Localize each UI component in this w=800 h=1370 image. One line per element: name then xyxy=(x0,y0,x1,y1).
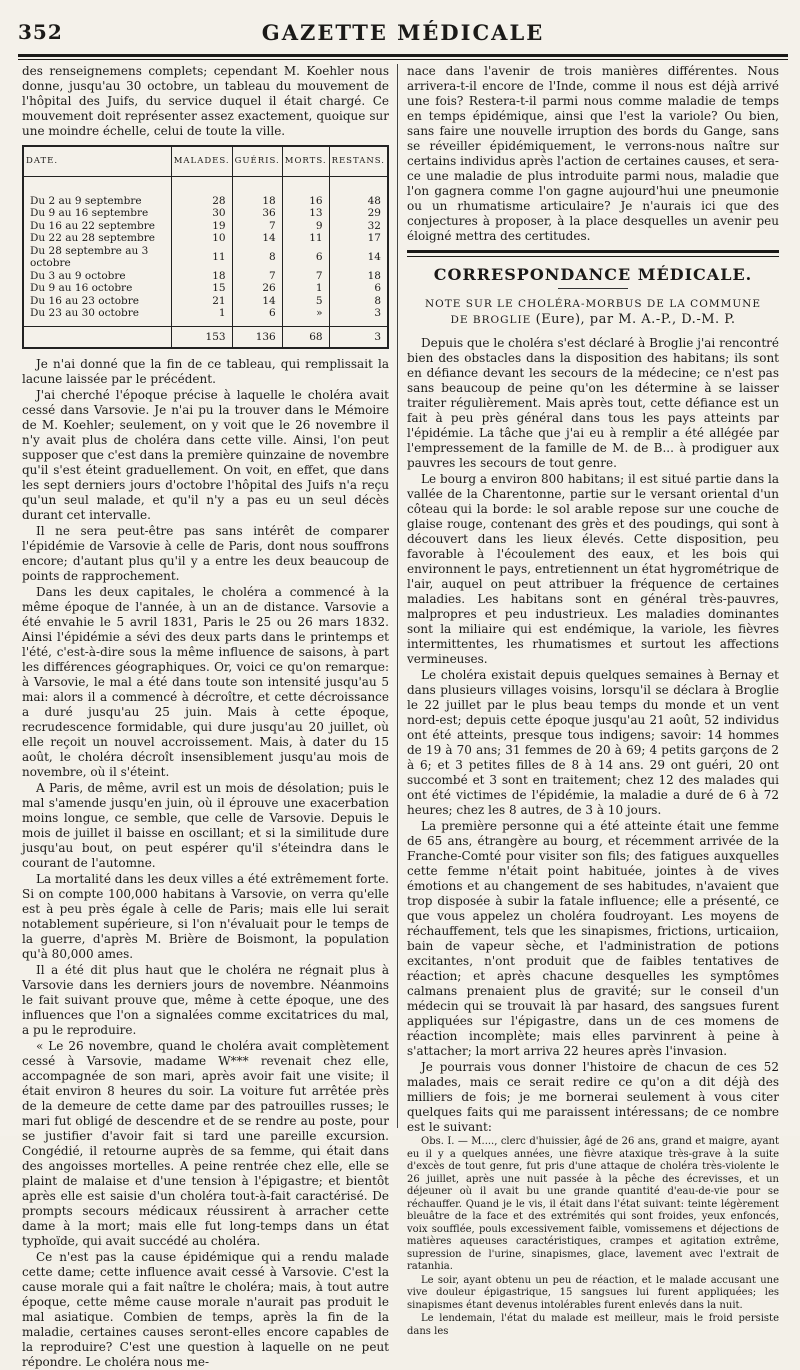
right-paragraph: Je pourrais vous donner l'histoire de chacun de ces 52 malades, mais ce serait redire ce qu'on a dit déjà des milliers de fois; je me bornerai seulement à vous citer quelques faits qui me paraissent intéressans; de ce nombre est le suivant: xyxy=(407,1060,779,1134)
note-title xyxy=(415,297,771,328)
section-rule-thin xyxy=(407,256,779,257)
table-row xyxy=(24,282,387,295)
left-paragraph: Ce n'est pas la cause épidémique qui a rendu malade cette dame; cette influence avait cessé à Varsovie. C'est la cause morale qui a fait naître le choléra; mais, à tout autre époque, cette même cause morale n'aurait pas produit le mal asiatique. Combien de temps, après la fin de la maladie, certaines causes seront-elles encore capables de la reproduire? C'est une question à laquelle on ne peut répondre. Le choléra nous me- xyxy=(22,1250,389,1369)
row-restans: 48 xyxy=(329,176,387,207)
row-gueris: 14 xyxy=(232,295,282,308)
col-header-morts: MORTS. xyxy=(282,147,329,176)
section-title-rule xyxy=(558,288,628,289)
right-continuation-paragraph: nace dans l'avenir de trois manières différentes. Nous arrivera-t-il encore de l'Inde, comme il nous est déjà arrivé une fois? Restera-t-il parmi nous comme maladie de temps en temps épidémique, ainsi que l'est la variole? Ou bien, sans faire une nouvelle irruption des bords du Gange, sans se réveiller épidémiquement, le verrons-nous naître sur certains individus après l'action de certaines causes, et sera-ce une maladie de plus introduite parmi nous, maladie que l'on gagnera comme l'on gagne aujourd'hui une pneumonie ou un rhumatisme articulaire? Je n'aurais ici que des conjectures à proposer, à la place desquelles un avenir peu éloigné mettra des certitudes. xyxy=(407,64,779,243)
section-rule xyxy=(407,250,779,253)
row-date: Du 9 au 16 octobre xyxy=(30,282,133,294)
table-row xyxy=(24,295,387,308)
row-date: Du 28 septembre au 3 octobre xyxy=(30,244,149,269)
row-malades: 11 xyxy=(171,245,232,270)
header-rule xyxy=(18,54,788,57)
right-paragraph: Depuis que le choléra s'est déclaré à Broglie j'ai rencontré bien des obstacles dans la disposition des habitans; ils sont en défiance devant les secours de la médecine; ce n'est pas sans beaucoup de peine qu'on les détermine à se laisser traiter régulièrement. Mais après tout, cette défiance est un fait à peu près général dans tous les pays atteints par l'épidémie. La tâche que j'ai eu à remplir a été allégée par l'empressement de la famille de M. de B... à prodiguer aux pauvres les secours de tout genre. xyxy=(407,336,779,470)
row-gueris: 7 xyxy=(232,270,282,283)
table-row xyxy=(24,207,387,220)
row-restans: 18 xyxy=(329,270,387,283)
row-gueris: 18 xyxy=(232,176,282,207)
column-divider xyxy=(397,64,398,1128)
observation-paragraph: Obs. I. — M...., clerc d'huissier, âgé de 26 ans, grand et maigre, ayant eu il y a quelques années, une fièvre ataxique très-grave à la suite d'excès de tout genre, fut pris d'une attaque de choléra très-violente le 26 juillet, après une nuit passée à la pêche des écrevisses, et un déjeuner où il avait bu une grande quantité d'eau-de-vie pour se réchauffer. Quand je le vis, il était dans l'état suivant: teinte légèrement bleuâtre de la face et des extrémités qui sont froides, yeux enfoncés, voix soufflée, pouls excessivement faible, vomissemens et déjections de matières aqueuses caractéristiques, crampes et agitation extrême, supression de l'urine, sinapismes, glace, lavement avec l'extrait de ratanhia. xyxy=(407,1136,779,1272)
col-header-restans: RESTANS. xyxy=(329,147,387,176)
row-gueris: 7 xyxy=(232,220,282,233)
table-row xyxy=(24,220,387,233)
left-paragraph: A Paris, de même, avril est un mois de désolation; puis le mal s'amende jusqu'en juin, où il éprouve une exacerbation moins longue, ce semble, que celle de Varsovie. Depuis le mois de juillet il baisse en oscillant; et si la similitude dure jusqu'au bout, on peut espérer qu'il s'éteindra dans le courant de l'automne. xyxy=(22,781,389,870)
row-date: Du 16 au 22 septembre xyxy=(30,219,155,232)
note-title-line-1: NOTE SUR LE CHOLÉRA-MORBUS DE LA COMMUNE DE BROGLIE xyxy=(424,298,762,326)
right-paragraph: Le bourg a environ 800 habitans; il est situé partie dans la vallée de la Charentonne, partie sur le versant oriental d'un côteau qui la borde: le sol arable repose sur une couche de glaise rouge, contenant des grès et des poudings, qui sont à découvert dans les lieux élevés. Cette disposition, peu favorable à l'écoulement des eaux, et les bois qui environnent le pays, entretiennent un état hygrométrique de l'air, auquel on peut attribuer la fréquence de certaines maladies. Les habitans sont en général très-pauvres, malpropres et peu industrieux. Les maladies dominantes sont la miliaire qui est endémique, la variole, les fièvres intermittentes, les rhumatismes et surtout les affections vermineuses. xyxy=(407,472,779,666)
row-morts: 5 xyxy=(282,295,329,308)
row-restans: 32 xyxy=(329,220,387,233)
table-row xyxy=(24,270,387,283)
row-morts: 7 xyxy=(282,270,329,283)
row-gueris: 8 xyxy=(232,245,282,270)
journal-title: GAZETTE MÉDICALE xyxy=(261,20,545,45)
row-malades: 28 xyxy=(171,176,232,207)
total-restans: 3 xyxy=(329,326,387,347)
table-row xyxy=(24,176,387,207)
left-paragraph: Dans les deux capitales, le choléra a commencé à la même époque de l'année, à un an de distance. Varsovie a été envahie le 5 avril 1831, Paris le 25 ou 26 mars 1832. Ainsi l'épidémie a sévi des deux parts dans le printemps et l'été, c'est-à-dire sous la même influence de saisons, à part les différences géographiques. Or, voici ce qu'on remarque: à Varsovie, le mal a été dans toute son intensité jusqu'au 5 mai: alors il a commencé à décroître, et cette décroissance a duré jusqu'au 25 juin. Mais à cette époque, recrudescence formidable, qui dure jusqu'au 20 juillet, où elle reçoit un nouvel accroissement. Mais, à dater du 15 août, le choléra décroît insensiblement jusqu'au mois de novembre, où il s'éteint. xyxy=(22,585,389,779)
row-gueris: 6 xyxy=(232,307,282,326)
row-malades: 21 xyxy=(171,295,232,308)
row-malades: 1 xyxy=(171,307,232,326)
row-malades: 30 xyxy=(171,207,232,220)
row-morts: 11 xyxy=(282,232,329,245)
page-number: 352 xyxy=(18,20,63,44)
header-rule-thin xyxy=(18,59,788,60)
row-date: Du 16 au 23 octobre xyxy=(30,294,139,307)
row-morts: 1 xyxy=(282,282,329,295)
row-restans: 29 xyxy=(329,207,387,220)
left-paragraph: Je n'ai donné que la fin de ce tableau, qui remplissait la lacune laissée par le précédent. xyxy=(22,357,389,386)
table-row xyxy=(24,245,387,270)
row-restans: 17 xyxy=(329,232,387,245)
observation-paragraph: Le lendemain, l'état du malade est meilleur, mais le froid persiste dans les xyxy=(407,1313,779,1337)
row-date: Du 2 au 9 septembre xyxy=(30,194,142,207)
row-morts: 6 xyxy=(282,245,329,270)
left-paragraph: Il a été dit plus haut que le choléra ne régnait plus à Varsovie dans les derniers jours de novembre. Néanmoins le fait suivant prouve que, même à cette époque, une des influences que l'on a signalées comme excitatrices du mal, a pu le reproduire. xyxy=(22,963,389,1037)
row-morts: » xyxy=(282,307,329,326)
section-title: CORRESPONDANCE MÉDICALE. xyxy=(433,265,753,284)
left-paragraph: Il ne sera peut-être pas sans intérêt de comparer l'épidémie de Varsovie à celle de Paris, dont nous souffrons encore; d'autant plus qu'il y a entre les deux beaucoup de points de rapprochement. xyxy=(22,524,389,583)
row-morts: 16 xyxy=(282,176,329,207)
hospital-movement-table xyxy=(22,145,389,349)
left-paragraph: J'ai cherché l'époque précise à laquelle le choléra avait cessé dans Varsovie. Je n'ai pu la trouver dans le Mémoire de M. Koehler; seulement, on y voit que le 26 novembre il n'y avait plus de choléra dans cette ville. Ainsi, l'on peut supposer que c'est dans la première quinzaine de novembre qu'il s'est éteint graduellement. On voit, en effet, que dans les sept derniers jours d'octobre l'hôpital des Juifs n'a reçu qu'un seul malade, et qu'il n'y a pas eu un seul décès durant cet intervalle. xyxy=(22,388,389,522)
right-paragraph: Le choléra existait depuis quelques semaines à Bernay et dans plusieurs villages voisins, lorsqu'il se déclara à Broglie le 22 juillet par le plus beau temps du monde et un vent nord-est; depuis cette époque jusqu'au 21 août, 52 individus ont été atteints, presque tous indigens; savoir: 14 hommes de 19 à 70 ans; 31 femmes de 20 à 69; 4 petits garçons de 2 à 6; et 3 petites filles de 8 à 14 ans. 29 ont guéri, 20 ont succombé et 3 sont en traitement; chez 12 des malades qui ont été victimes de l'épidémie, la maladie a duré de 6 à 72 heures; chez les 8 autres, de 3 à 10 jours. xyxy=(407,668,779,817)
row-malades: 19 xyxy=(171,220,232,233)
total-malades: 153 xyxy=(171,326,232,347)
note-title-line-2: (Eure), par M. A.-P., D.-M. P. xyxy=(535,312,736,327)
row-gueris: 36 xyxy=(232,207,282,220)
row-date: Du 3 au 9 octobre xyxy=(30,269,126,282)
table-row xyxy=(24,232,387,245)
page-header xyxy=(18,18,788,52)
col-header-gueris: GUÉRIS. xyxy=(232,147,282,176)
row-malades: 15 xyxy=(171,282,232,295)
col-header-date: DATE. xyxy=(24,147,171,176)
row-restans: 3 xyxy=(329,307,387,326)
row-malades: 18 xyxy=(171,270,232,283)
left-paragraph: La mortalité dans les deux villes a été extrêmement forte. Si on compte 100,000 habitans à Varsovie, on verra qu'elle est à peu près égale à celle de Paris; mais elle lui serait notablement supérieure, si l'on n'évaluait pour le temps de la guerre, d'après M. Brière de Boismont, la population qu'à 80,000 ames. xyxy=(22,872,389,961)
row-malades: 10 xyxy=(171,232,232,245)
row-restans: 8 xyxy=(329,295,387,308)
row-morts: 13 xyxy=(282,207,329,220)
total-morts: 68 xyxy=(282,326,329,347)
row-date: Du 23 au 30 octobre xyxy=(30,307,139,319)
col-header-malades: MALADES. xyxy=(171,147,232,176)
left-intro-paragraph: des renseignemens complets; cependant M. Koehler nous donne, jusqu'au 30 octobre, un tableau du mouvement de l'hôpital des Juifs, du service duquel il était chargé. Ce mouvement doit représenter assez exactement, quoique sur une moindre échelle, celui de toute la ville. xyxy=(22,64,389,138)
right-column xyxy=(407,64,779,1338)
row-morts: 9 xyxy=(282,220,329,233)
row-date: Du 22 au 28 septembre xyxy=(30,232,155,244)
total-gueris: 136 xyxy=(232,326,282,347)
left-paragraph: « Le 26 novembre, quand le choléra avait complètement cessé à Varsovie, madame W*** revenait chez elle, accompagnée de son mari, après avoir fait une visite; il était environ 8 heures du soir. La voiture fut arrêtée près de la demeure de cette dame par des patrouilles russes; le mari fut obligé de descendre et de se rendre au poste, pour se justifier d'avoir fait si tard une pareille excursion. Congédié, il retourne auprès de sa femme, qui était dans des angoisses mortelles. A peine rentrée chez elle, elle se plaint de malaise et d'une tension à l'épigastre; et bientôt après elle est saisie d'un choléra tout-à-fait caractérisé. De prompts secours médicaux réussirent à arracher cette dame à la mort; mais elle fut long-temps dans un état typhoïde, qui avait succédé au choléra. xyxy=(22,1039,389,1248)
row-restans: 14 xyxy=(329,245,387,270)
table-row xyxy=(24,307,387,326)
observation-paragraph: Le soir, ayant obtenu un peu de réaction, et le malade accusant une vive douleur épigastrique, 15 sangsues lui furent appliquées; les sinapismes étant devenus intolérables furent enlevés dans la nuit. xyxy=(407,1274,779,1311)
row-restans: 6 xyxy=(329,282,387,295)
table-total-row xyxy=(24,326,387,347)
row-date: Du 9 au 16 septembre xyxy=(30,207,149,219)
total-label xyxy=(24,326,171,347)
row-gueris: 26 xyxy=(232,282,282,295)
row-gueris: 14 xyxy=(232,232,282,245)
left-column xyxy=(22,64,389,1370)
right-paragraph: La première personne qui a été atteinte était une femme de 65 ans, étrangère au bourg, et récemment arrivée de la Franche-Comté pour visiter son fils; des fatigues auxquelles cette femme n'était point habituée, jointes à de vives émotions et au changement de ses habitudes, n'avaient que trop disposée à subir la fatale influence; elle a présenté, ce que vous appelez un choléra foudroyant. Les moyens de réchauffement, tels que les sinapismes, frictions, urticaiion, bain de vapeur sèche, et l'administration de potions excitantes, n'ont produit que de faibles tentatives de réaction; et après chacune desquelles les symptômes calmans prenaient plus de gravité; sur le conseil d'un médecin qui se trouvait là par hasard, des sangsues furent appliquées sur l'épigastre, dans un de ces momens de réaction incomplète; mais elles parvinrent à peine à s'attacher; la mort arriva 22 heures après l'invasion. xyxy=(407,819,779,1058)
